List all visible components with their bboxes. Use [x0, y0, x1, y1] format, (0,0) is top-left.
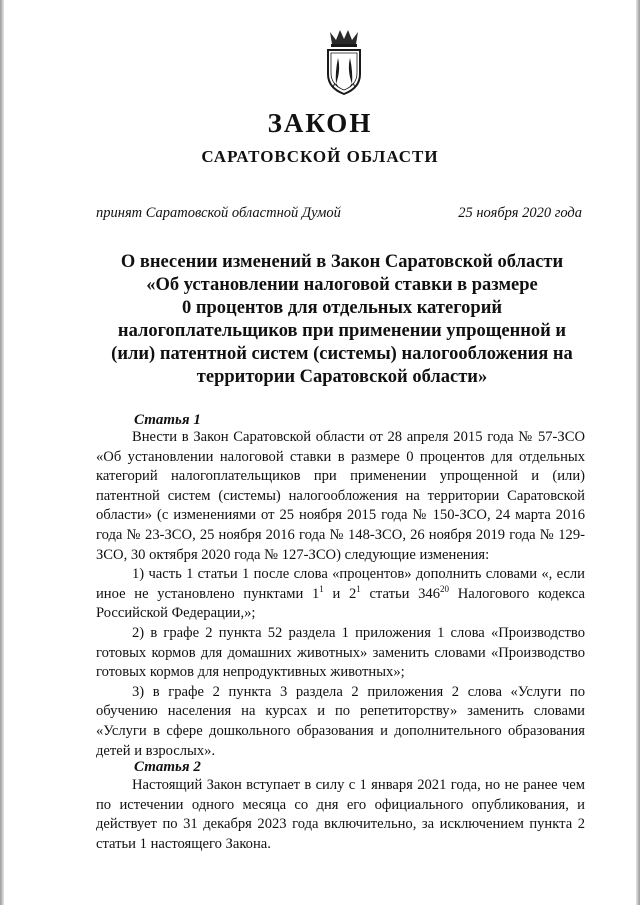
region-title: САРАТОВСКОЙ ОБЛАСТИ	[201, 147, 439, 166]
article-1-item-2: 2) в графе 2 пункта 52 раздела 1 приложения 1 слова «Производство готовых кормов для домашних животных» заменить словами «Производство готовых кормов для непродуктивных животных»;	[96, 624, 585, 681]
title-line: (или) патентной систем (системы) налогообложения на	[111, 344, 573, 364]
article-1-item-3: 3) в графе 2 пункта 3 раздела 2 приложения 2 слова «Услуги по обучению населения на курсах и по репетиторству» заменить словами «Услуги в сфере дошкольного образования и дополнительного образования детей и взрослых».	[96, 683, 585, 759]
article-1-heading: Статья 1	[134, 412, 201, 428]
title-line: 0 процентов для отдельных категорий	[181, 298, 503, 318]
title-line: налогоплательщиков при применении упрощенной и	[117, 321, 567, 341]
adopted-by: принят Саратовской областной Думой	[96, 205, 341, 221]
title-line: «Об установлении налоговой ставки в размере	[146, 275, 538, 295]
article-1-body	[96, 428, 585, 761]
article-1-item-1: 1) часть 1 статьи 1 после слова «процентов» дополнить словами «, если иное не установлено пунктами $1^1$ и $2^1$ статьи $346^{20}$ Налогового кодекса Российской Федерации,»;	[96, 566, 586, 622]
adopted-date: 25 ноября 2020 года	[458, 205, 582, 221]
saratov-coat-of-arms-icon	[322, 28, 366, 96]
article-2-text: Настоящий Закон вступает в силу с 1 января 2021 года, но не ранее чем по истечении одного месяца со дня его официального опубликования, и действует по 31 декабря 2023 года включительно, за исключением пункта 2 статьи 1 настоящего Закона.	[96, 777, 585, 852]
article-2-heading: Статья 2	[134, 759, 201, 775]
law-title: ЗАКОН	[267, 108, 373, 138]
article-1-intro: Внести в Закон Саратовской области от 28 апреля 2015 года № 57-ЗСО «Об установлении налоговой ставки в размере 0 процентов для отдельных категорий налогоплательщиков при применении упрощенной и (или) патентной систем (системы) налогообложения на территории Саратовской области» (с изменениями от 25 ноября 2015 года № 150-ЗСО, 24 марта 2016 года № 23-ЗСО, 25 ноября 2016 года № 148-ЗСО, 26 ноября 2019 года № 129-ЗСО, 30 октября 2020 года № 127-ЗСО) следующие изменения:	[96, 429, 585, 563]
document-title	[80, 251, 604, 389]
title-line: О внесении изменений в Закон Саратовской области	[120, 252, 564, 272]
article-2-body	[96, 776, 585, 854]
title-line: территории Саратовской области»	[196, 367, 488, 387]
